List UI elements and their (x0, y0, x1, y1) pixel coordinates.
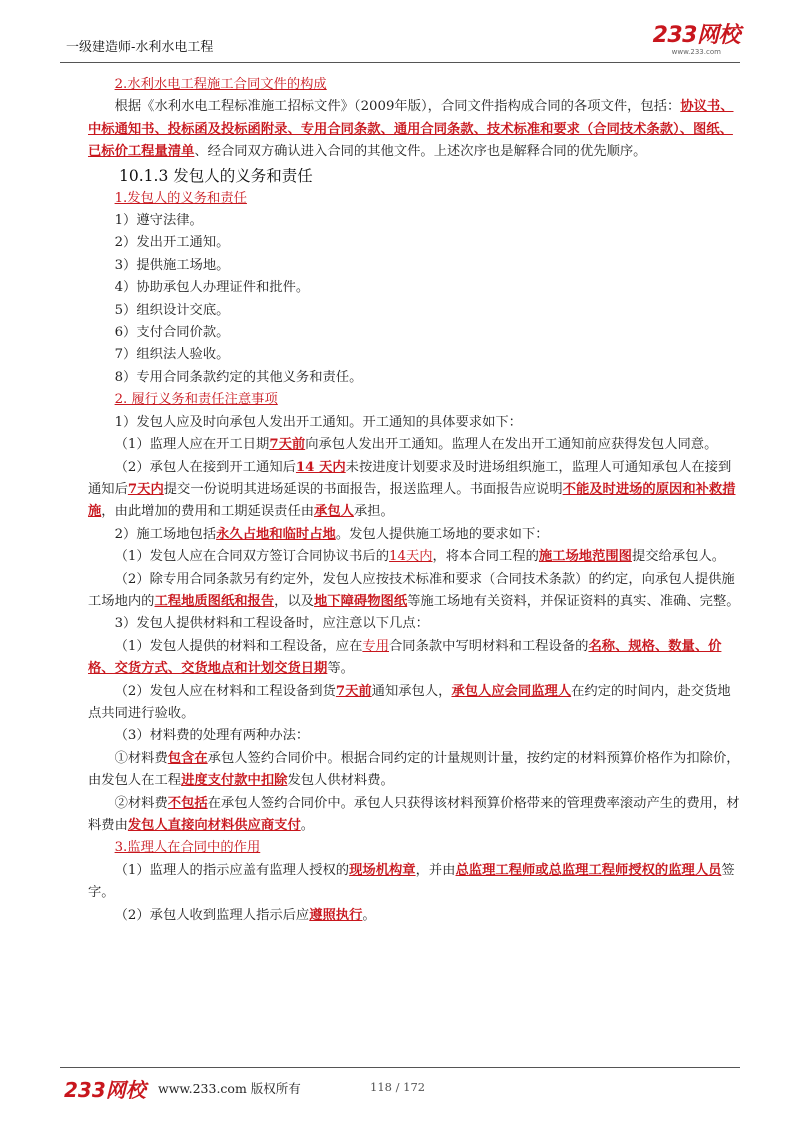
section-title: 3.监理人在合同中的作用 (114, 840, 261, 856)
list-item: 7）组织法人验收。 (114, 347, 230, 363)
list-item: 1）遵守法律。 (114, 213, 203, 229)
paragraph: （2）承包人在接到开工通知后14 天内未按进度计划要求及时进场组织施工，监理人可通知承包人在接到通知后7天内提交一份说明其进场延误的书面报告，报送监理人。书面报告应说明不能及时进场的原因和补救措施，由此增加的费用和工期延误责任由承包人承担。 (88, 459, 736, 520)
paragraph: 2）施工场地包括永久占地和临时占地。发包人提供施工场地的要求如下： (114, 526, 549, 542)
page-number: 118 / 172 (370, 1080, 426, 1094)
section-title: 1.发包人的义务和责任 (114, 190, 247, 206)
section-title: 2. 履行义务和责任注意事项 (114, 392, 278, 408)
list-item: 5）组织设计交底。 (114, 302, 230, 318)
list-item: 3）提供施工场地。 (114, 257, 230, 273)
subheading: 10.1.3 发包人的义务和责任 (119, 166, 313, 185)
paragraph: （2）发包人应在材料和工程设备到货7天前通知承包人，承包人应会同监理人在约定的时间内，赴交货地点共同进行验收。 (88, 683, 731, 721)
section-title: 2.水利水电工程施工合同文件的构成 (114, 77, 327, 92)
list-item: 8）专用合同条款约定的其他义务和责任。 (114, 369, 363, 385)
footer-copyright: www.233.com 版权所有 (158, 1081, 301, 1096)
paragraph: （1）监理人应在开工日期7天前向承包人发出开工通知。监理人在发出开工通知前应获得发包人同意。 (114, 437, 718, 453)
paragraph: （2）除专用合同条款另有约定外，发包人应按技术标准和要求（合同技术条款）的约定，向承包人提供施工场地内的工程地质图纸和报告，以及地下障碍物图纸等施工场地有关资料，并保证资料的真实、准确、完整。 (88, 571, 740, 609)
paragraph: 3）发包人提供材料和工程设备时，应注意以下几点： (114, 616, 429, 632)
paragraph: （1）监理人的指示应盖有监理人授权的现场机构章，并由总监理工程师或总监理工程师授权的监理人员签字。 (88, 862, 735, 901)
paragraph: （1）发包人应在合同双方签订合同协议书后的14天内，将本合同工程的施工场地范围图提交给承包人。 (114, 549, 726, 565)
paragraph: （1）发包人提供的材料和工程设备，应在专用合同条款中写明材料和工程设备的名称、规格、数量、价格、交货方式、交货地点和计划交货日期等。 (88, 638, 722, 677)
list-item: 6）支付合同价款。 (114, 325, 230, 341)
list-item: 2）发出开工通知。 (114, 235, 230, 251)
paragraph: （2）承包人收到监理人指示后应遵照执行。 (114, 907, 376, 923)
logo-text: 233网校 (652, 23, 740, 48)
paragraph: （3）材料费的处理有两种办法： (114, 728, 310, 744)
footer-divider (60, 1067, 740, 1068)
footer-logo[interactable]: 233网校 (64, 1078, 146, 1102)
paragraph: 1）发包人应及时向承包人发出开工通知。开工通知的具体要求如下： (114, 414, 522, 430)
page-footer (60, 1074, 740, 1100)
paragraph: ②材料费不包括在承包人签约合同价中。承包人只获得该材料预算价格带来的管理费率滚动产生的费用，材料费由发包人直接向材料供应商支付。 (88, 795, 740, 833)
header-divider (60, 62, 740, 63)
paragraph: ①材料费包含在承包人签约合同价中。根据合同约定的计量规则计量，按约定的材料预算价格作为扣除价，由发包人在工程进度支付款中扣除发包人供材料费。 (88, 750, 740, 789)
brand-logo[interactable] (653, 24, 740, 56)
header-title: 一级建造师-水利水电工程 (66, 40, 214, 55)
page-header (60, 22, 740, 62)
list-item: 4）协助承包人办理证件和批件。 (114, 280, 310, 296)
logo-url: www.233.com (671, 48, 721, 56)
paragraph: 根据《水利水电工程标准施工招标文件》（2009年版），合同文件指构成合同的各项文件，包括：协议书、中标通知书、投标函及投标函附录、专用合同条款、通用合同条款、技术标准和要求（合同技术条款）、图纸、已标价工程量清单、经合同双方确认进入合同的其他文件。上述次序也是解释合同的优先顺序。 (88, 99, 734, 160)
document-body (88, 74, 740, 927)
